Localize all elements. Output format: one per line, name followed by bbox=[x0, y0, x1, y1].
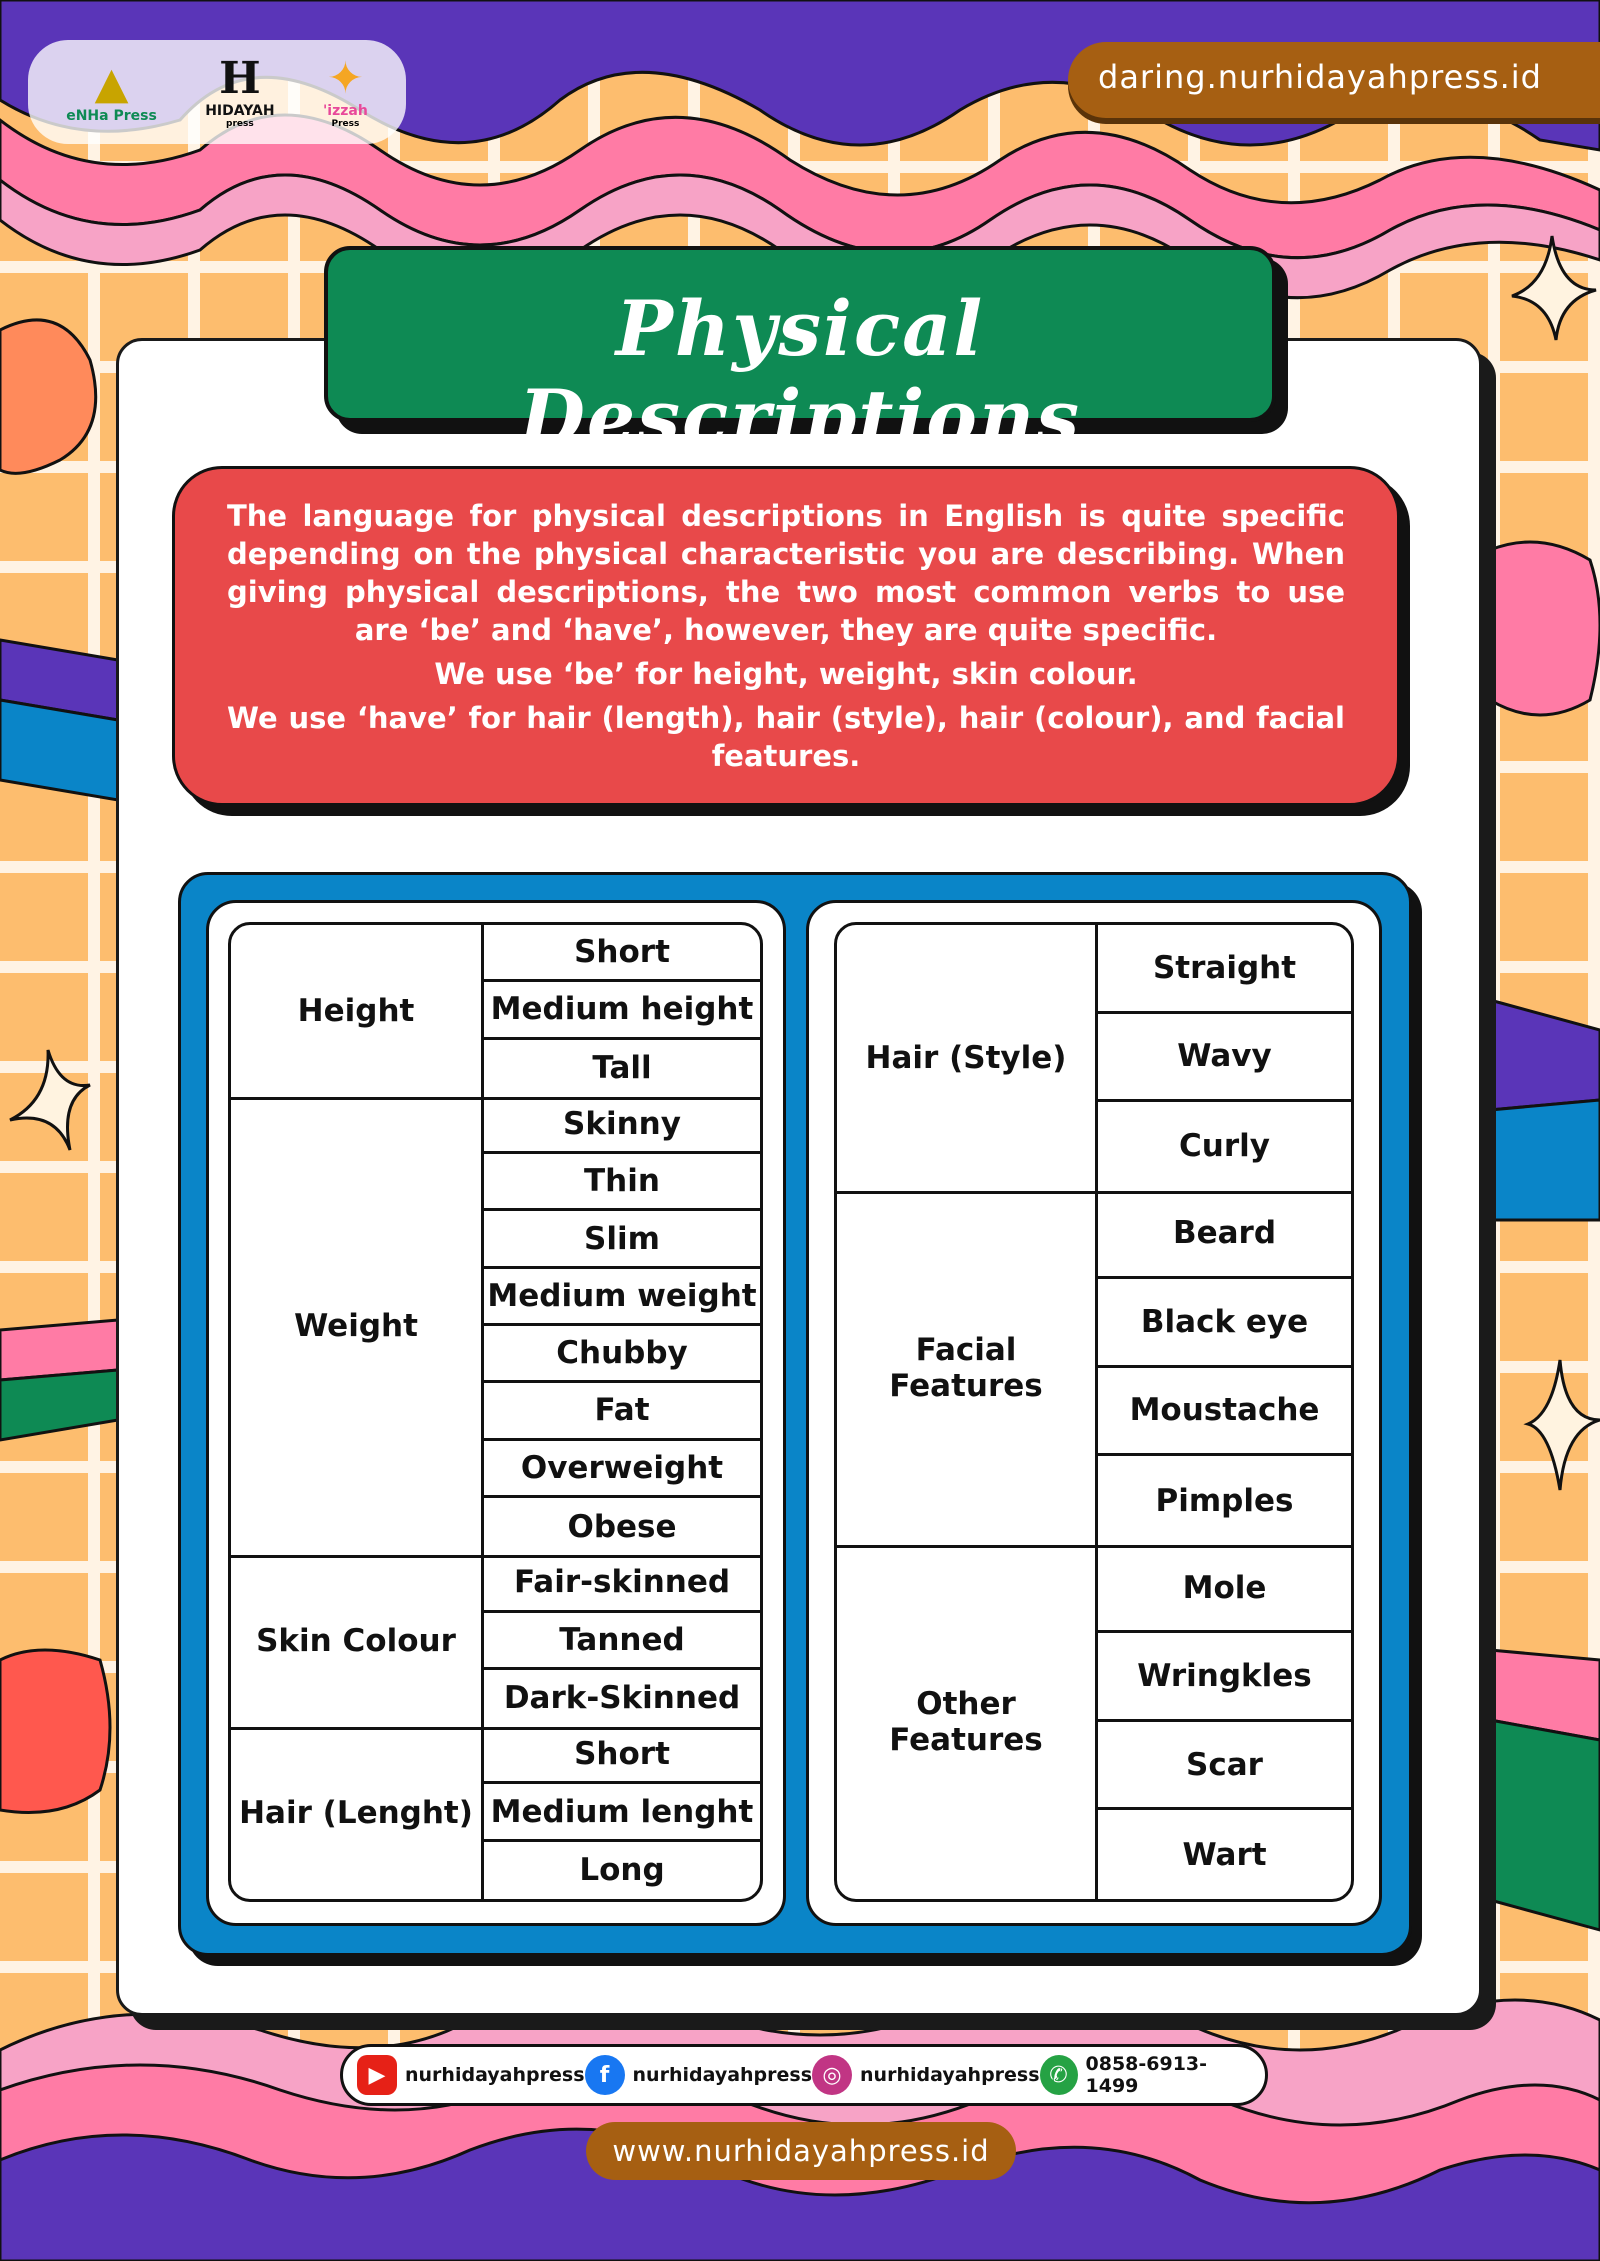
site-url-badge[interactable] bbox=[1068, 42, 1600, 118]
title-banner bbox=[324, 246, 1276, 462]
page-title: Physical Descriptions bbox=[518, 284, 1082, 462]
item-cell: Medium lenght bbox=[484, 1784, 760, 1841]
facebook-label[interactable]: nurhidayahpress bbox=[632, 2064, 813, 2086]
item-cell: Chubby bbox=[484, 1326, 760, 1383]
intro-paragraph: The language for physical descriptions in English is quite specific depending on the physical characteristic you are describing. When giving physical descriptions, the two most common verbs to use are ‘be’ and ‘have’, however, they are quite specific. bbox=[227, 499, 1345, 647]
youtube-icon: ▶ bbox=[357, 2055, 397, 2095]
item-cell: Long bbox=[579, 1852, 665, 1889]
item-cell: Obese bbox=[567, 1508, 677, 1545]
item-cell: Slim bbox=[484, 1211, 760, 1268]
website-badge[interactable] bbox=[586, 2122, 1016, 2180]
table-group bbox=[837, 925, 1351, 1194]
item-cell: Wringkles bbox=[1098, 1633, 1351, 1722]
right-table bbox=[834, 922, 1354, 1902]
instagram-label[interactable]: nurhidayahpress bbox=[860, 2064, 1040, 2086]
category-cell: Skin Colour bbox=[231, 1555, 484, 1727]
table-group bbox=[231, 1555, 760, 1730]
whatsapp-link[interactable] bbox=[1040, 2053, 1251, 2097]
logo-label: 'izzah bbox=[323, 103, 368, 119]
table-group bbox=[837, 1191, 1351, 1548]
item-cell: Overweight bbox=[484, 1441, 760, 1498]
have-usage-line: We use ‘have’ for hair (length), hair (style), hair (colour), and facial features. bbox=[227, 701, 1345, 773]
item-cell: Thin bbox=[484, 1154, 760, 1211]
category-cell: Hair (Style) bbox=[837, 925, 1098, 1191]
item-cell: Mole bbox=[1098, 1545, 1351, 1634]
table-group bbox=[837, 1545, 1351, 1899]
item-cell: Dark-Skinned bbox=[503, 1680, 741, 1717]
logo-label: eNHa Press bbox=[66, 108, 157, 124]
item-cell: Wart bbox=[1182, 1836, 1267, 1873]
hidayah-h-icon: H bbox=[219, 53, 261, 104]
category-cell: Height bbox=[231, 925, 484, 1097]
logo-sub: Press bbox=[331, 119, 360, 129]
facebook-icon: f bbox=[585, 2055, 625, 2095]
whatsapp-icon: ✆ bbox=[1040, 2055, 1078, 2095]
item-cell: Black eye bbox=[1098, 1279, 1351, 1368]
item-cell: Straight bbox=[1098, 925, 1351, 1014]
item-cell: Scar bbox=[1098, 1722, 1351, 1811]
logo-sub: press bbox=[226, 119, 254, 129]
facebook-link[interactable] bbox=[585, 2055, 813, 2095]
item-cell: Medium height bbox=[484, 982, 760, 1039]
youtube-label[interactable]: nurhidayahpress bbox=[405, 2064, 585, 2086]
star-icon: ✦ bbox=[326, 53, 364, 104]
item-cell: Curly bbox=[1179, 1128, 1270, 1165]
intro-box bbox=[172, 466, 1400, 806]
izzah-logo bbox=[323, 55, 368, 129]
item-cell: Moustache bbox=[1098, 1368, 1351, 1457]
hidayah-logo bbox=[205, 55, 274, 129]
publisher-logos bbox=[28, 40, 406, 144]
table-group bbox=[231, 1727, 760, 1899]
site-url[interactable]: daring.nurhidayahpress.id bbox=[1098, 58, 1542, 96]
item-cell: Medium weight bbox=[484, 1269, 760, 1326]
category-cell: Weight bbox=[231, 1097, 484, 1555]
whatsapp-label[interactable]: 0858-6913-1499 bbox=[1085, 2053, 1208, 2097]
item-cell: Pimples bbox=[1155, 1482, 1294, 1519]
item-cell: Tanned bbox=[484, 1613, 760, 1670]
book-icon: ▲ bbox=[94, 58, 129, 109]
enha-press-logo bbox=[66, 60, 157, 124]
item-cell: Beard bbox=[1098, 1191, 1351, 1280]
left-table bbox=[228, 922, 763, 1902]
item-cell: Wavy bbox=[1098, 1014, 1351, 1103]
item-cell: Tall bbox=[592, 1050, 652, 1087]
website-url[interactable]: www.nurhidayahpress.id bbox=[612, 2134, 990, 2168]
item-cell: Fair-skinned bbox=[484, 1555, 760, 1612]
instagram-link[interactable] bbox=[812, 2055, 1040, 2095]
youtube-link[interactable] bbox=[357, 2055, 585, 2095]
instagram-icon: ◎ bbox=[812, 2055, 852, 2095]
social-bar bbox=[340, 2044, 1268, 2106]
item-cell: Skinny bbox=[484, 1097, 760, 1154]
table-group bbox=[231, 925, 760, 1100]
category-cell: Hair (Lenght) bbox=[231, 1727, 484, 1899]
item-cell: Short bbox=[484, 925, 760, 982]
logo-label: HIDAYAH bbox=[205, 103, 275, 119]
category-cell: Facial Features bbox=[837, 1191, 1098, 1545]
table-group bbox=[231, 1097, 760, 1558]
item-cell: Fat bbox=[484, 1383, 760, 1440]
category-cell: Other Features bbox=[837, 1545, 1098, 1899]
be-usage-line: We use ‘be’ for height, weight, skin colour. bbox=[434, 657, 1138, 691]
item-cell: Short bbox=[484, 1727, 760, 1784]
